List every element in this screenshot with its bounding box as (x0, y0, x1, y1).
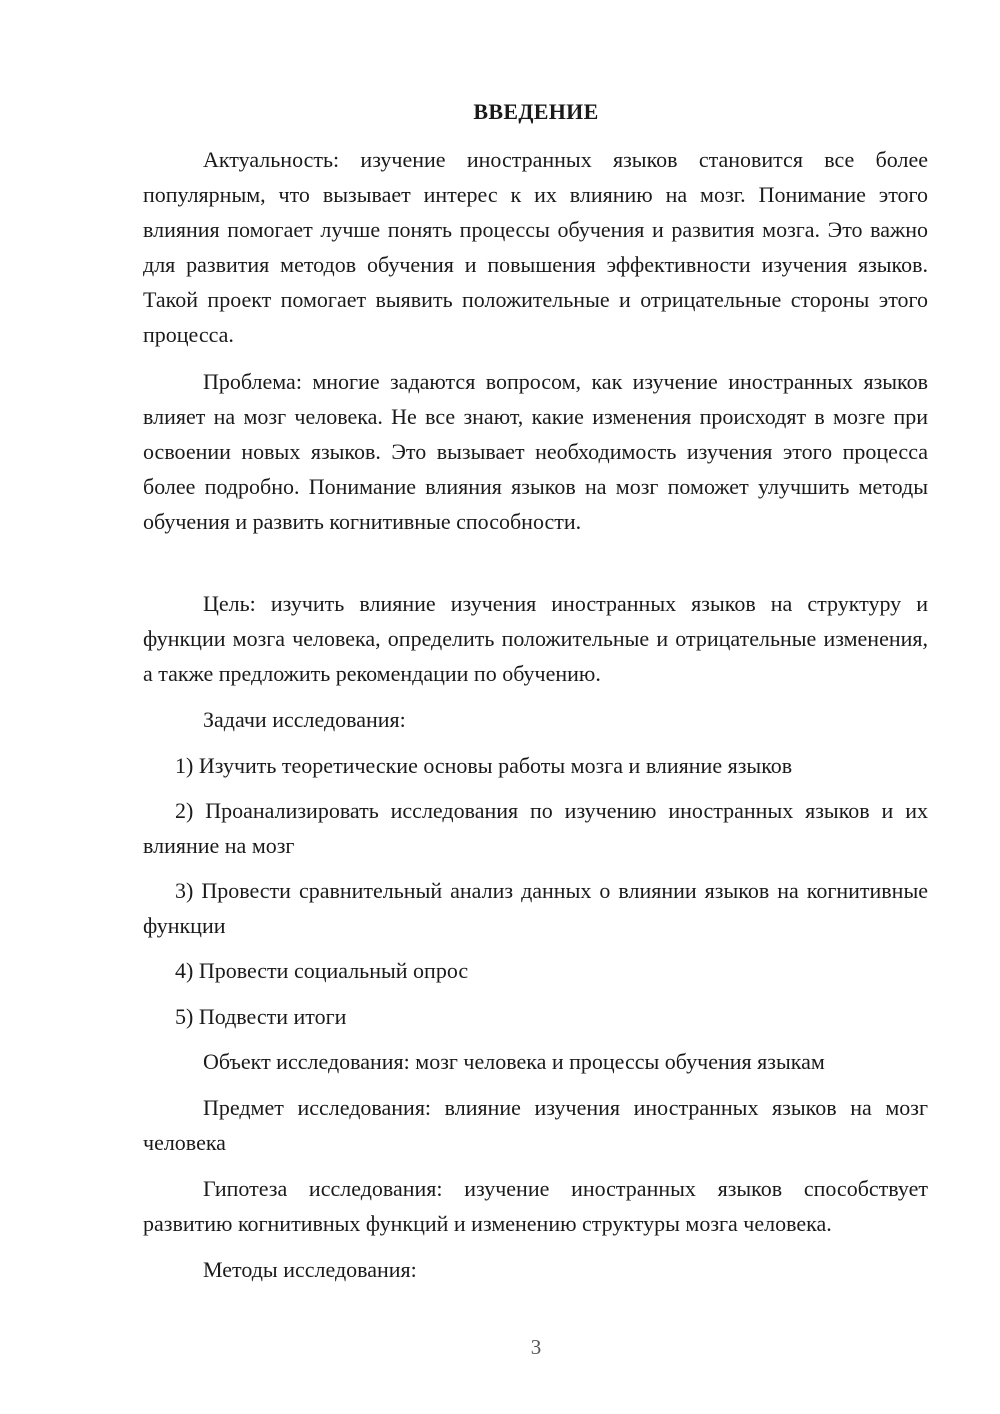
task-item-1: 1) Изучить теоретические основы работы мозга и влияние языков (175, 753, 793, 778)
paragraph-goal: Цель: изучить влияние изучения иностранных языков на структуру и функции мозга человека, определить положительные и отрицательные изменения, а также предложить рекомендации по обучению. (143, 591, 928, 686)
task-item-4: 4) Провести социальный опрос (175, 958, 469, 983)
paragraph-problem: Проблема: многие задаются вопросом, как изучение иностранных языков влияет на мозг человека. Не все знают, какие изменения происходят в мозге при освоении новых языков. Это вызывает необходимость изучения этого процесса более подробно. Понимание влияния языков на мозг поможет улучшить методы обучения и развить когнитивные способности. (143, 369, 928, 534)
paragraph-object: Объект исследования: мозг человека и процессы обучения языкам (203, 1049, 825, 1074)
tasks-heading: Задачи исследования: (203, 707, 406, 732)
paragraph-relevance: Актуальность: изучение иностранных языков становится все более популярным, что вызывает интерес к их влиянию на мозг. Понимание этого влияния помогает лучше понять процессы обучения и развития мозга. Это важно для развития методов обучения и повышения эффективности изучения языков. Такой проект помогает выявить положительные и отрицательные стороны этого процесса. (143, 147, 928, 347)
task-item-5: 5) Подвести итоги (175, 1004, 347, 1029)
paragraph-hypothesis: Гипотеза исследования: изучение иностранных языков способствует развитию когнитивных функций и изменению структуры мозга человека. (143, 1176, 928, 1236)
page-number: 3 (530, 1335, 542, 1359)
paragraph-subject: Предмет исследования: влияние изучения иностранных языков на мозг человека (143, 1095, 928, 1155)
paragraph-methods: Методы исследования: (203, 1257, 417, 1282)
task-item-2: 2) Проанализировать исследования по изучению иностранных языков и их влияние на мозг (143, 798, 928, 858)
page-title: ВВЕДЕНИЕ (473, 99, 599, 124)
task-item-3: 3) Провести сравнительный анализ данных о влиянии языков на когнитивные функции (143, 878, 928, 938)
